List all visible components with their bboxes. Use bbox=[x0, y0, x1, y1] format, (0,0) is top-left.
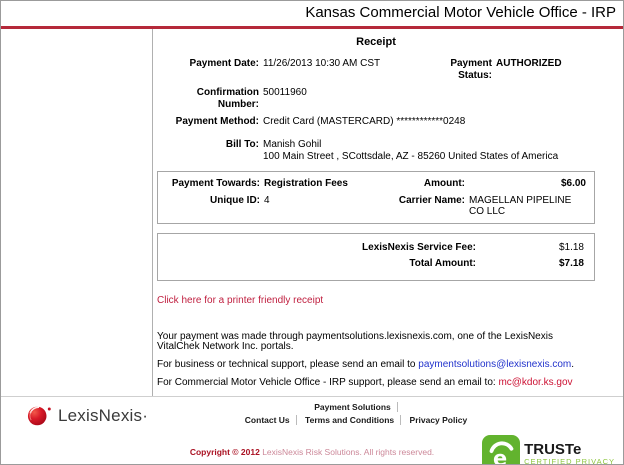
main-area bbox=[1, 29, 623, 396]
copyright-rest: LexisNexis Risk Solutions. All rights reserved. bbox=[259, 446, 435, 457]
privacy-policy-link[interactable]: Privacy Policy bbox=[409, 414, 468, 425]
amount-value: $6.00 bbox=[560, 177, 586, 189]
page-header bbox=[1, 1, 623, 29]
bill-to-label: Bill To: bbox=[225, 138, 259, 150]
truste-badge[interactable] bbox=[482, 435, 615, 465]
payment-method-label: Payment Method: bbox=[175, 115, 259, 127]
bill-to-row bbox=[157, 139, 595, 163]
payment-date-row bbox=[157, 58, 595, 82]
terms-and-conditions-link[interactable]: Terms and Conditions bbox=[299, 415, 401, 425]
truste-icon bbox=[482, 435, 520, 465]
amount-label: Amount: bbox=[423, 177, 465, 189]
page-title: Kansas Commercial Motor Vehicle Office - IRP bbox=[305, 3, 616, 21]
page-footer bbox=[1, 396, 623, 464]
payment-method-value: Credit Card (MASTERCARD) ************0248 bbox=[263, 115, 466, 127]
total-amount-label: Total Amount: bbox=[409, 257, 476, 269]
payment-status-label: Payment Status: bbox=[450, 57, 492, 81]
confirmation-value: 50011960 bbox=[263, 86, 307, 98]
irp-support-text: For Commercial Motor Vehicle Office - IRP support, please send an email to: bbox=[157, 376, 499, 388]
footer-links-line1 bbox=[89, 401, 623, 414]
truste-name: TRUSTe bbox=[524, 440, 582, 458]
service-fee-value: $1.18 bbox=[558, 241, 584, 253]
totals-box bbox=[157, 233, 595, 281]
total-amount-value: $7.18 bbox=[558, 257, 584, 269]
payment-solutions-link[interactable]: Payment Solutions bbox=[314, 402, 398, 412]
contact-us-link[interactable]: Contact Us bbox=[245, 415, 297, 425]
confirmation-row bbox=[157, 87, 595, 111]
total-amount-row bbox=[166, 258, 586, 269]
copyright-year: Copyright © 2012 bbox=[189, 446, 260, 457]
svg-text:e: e bbox=[493, 446, 508, 465]
unique-id-value: 4 bbox=[264, 194, 270, 206]
payment-status-value: AUTHORIZED bbox=[496, 57, 562, 69]
bill-to-value bbox=[263, 139, 558, 163]
footer-links bbox=[89, 401, 623, 427]
service-fee-row bbox=[166, 242, 586, 253]
footer-links-line2 bbox=[89, 414, 623, 427]
payment-solutions-email-link[interactable]: paymentsolutions@lexisnexis.com bbox=[418, 358, 572, 370]
payment-date-label: Payment Date: bbox=[189, 57, 259, 69]
business-support-period: . bbox=[571, 358, 575, 370]
irp-support-note bbox=[157, 378, 595, 388]
payment-details-box bbox=[157, 171, 595, 224]
carrier-name-value: MAGELLAN PIPELINE CO LLC bbox=[469, 194, 572, 217]
printer-friendly-receipt-link[interactable]: Click here for a printer friendly receipt bbox=[157, 294, 324, 306]
service-fee-label: LexisNexis Service Fee: bbox=[362, 241, 476, 253]
truste-text bbox=[524, 442, 615, 465]
bill-to-address: 100 Main Street , SCottsdale, AZ - 85260 United States of America bbox=[263, 150, 559, 162]
business-support-text: For business or technical support, please send an email to bbox=[157, 358, 419, 370]
confirmation-label: Confirmation Number: bbox=[196, 86, 259, 110]
truste-e-icon bbox=[482, 435, 520, 465]
left-spacer bbox=[1, 29, 153, 396]
carrier-name-label: Carrier Name: bbox=[398, 194, 465, 206]
lexisnexis-flame-icon bbox=[27, 404, 53, 428]
payment-method-row bbox=[157, 116, 595, 128]
payment-portal-note: Your payment was made through paymentsolutions.lexisnexis.com, one of the LexisNexis VitalChek Network Inc. portals. bbox=[157, 330, 553, 352]
unique-id-label: Unique ID: bbox=[210, 194, 260, 206]
payment-date-value: 11/26/2013 10:30 AM CST bbox=[263, 57, 381, 69]
payment-towards-label: Payment Towards: bbox=[171, 177, 260, 189]
truste-tagline: CERTIFIED PRIVACY bbox=[524, 456, 615, 465]
kdor-email-link[interactable]: mc@kdor.ks.gov bbox=[498, 376, 573, 388]
receipt-content bbox=[153, 29, 623, 396]
lexisnexis-logo-text: LexisNexis· bbox=[58, 405, 149, 425]
receipt-heading: Receipt bbox=[356, 35, 396, 48]
bill-to-name: Manish Gohil bbox=[263, 138, 322, 150]
payment-towards-value: Registration Fees bbox=[264, 177, 348, 189]
business-support-note bbox=[157, 360, 595, 370]
